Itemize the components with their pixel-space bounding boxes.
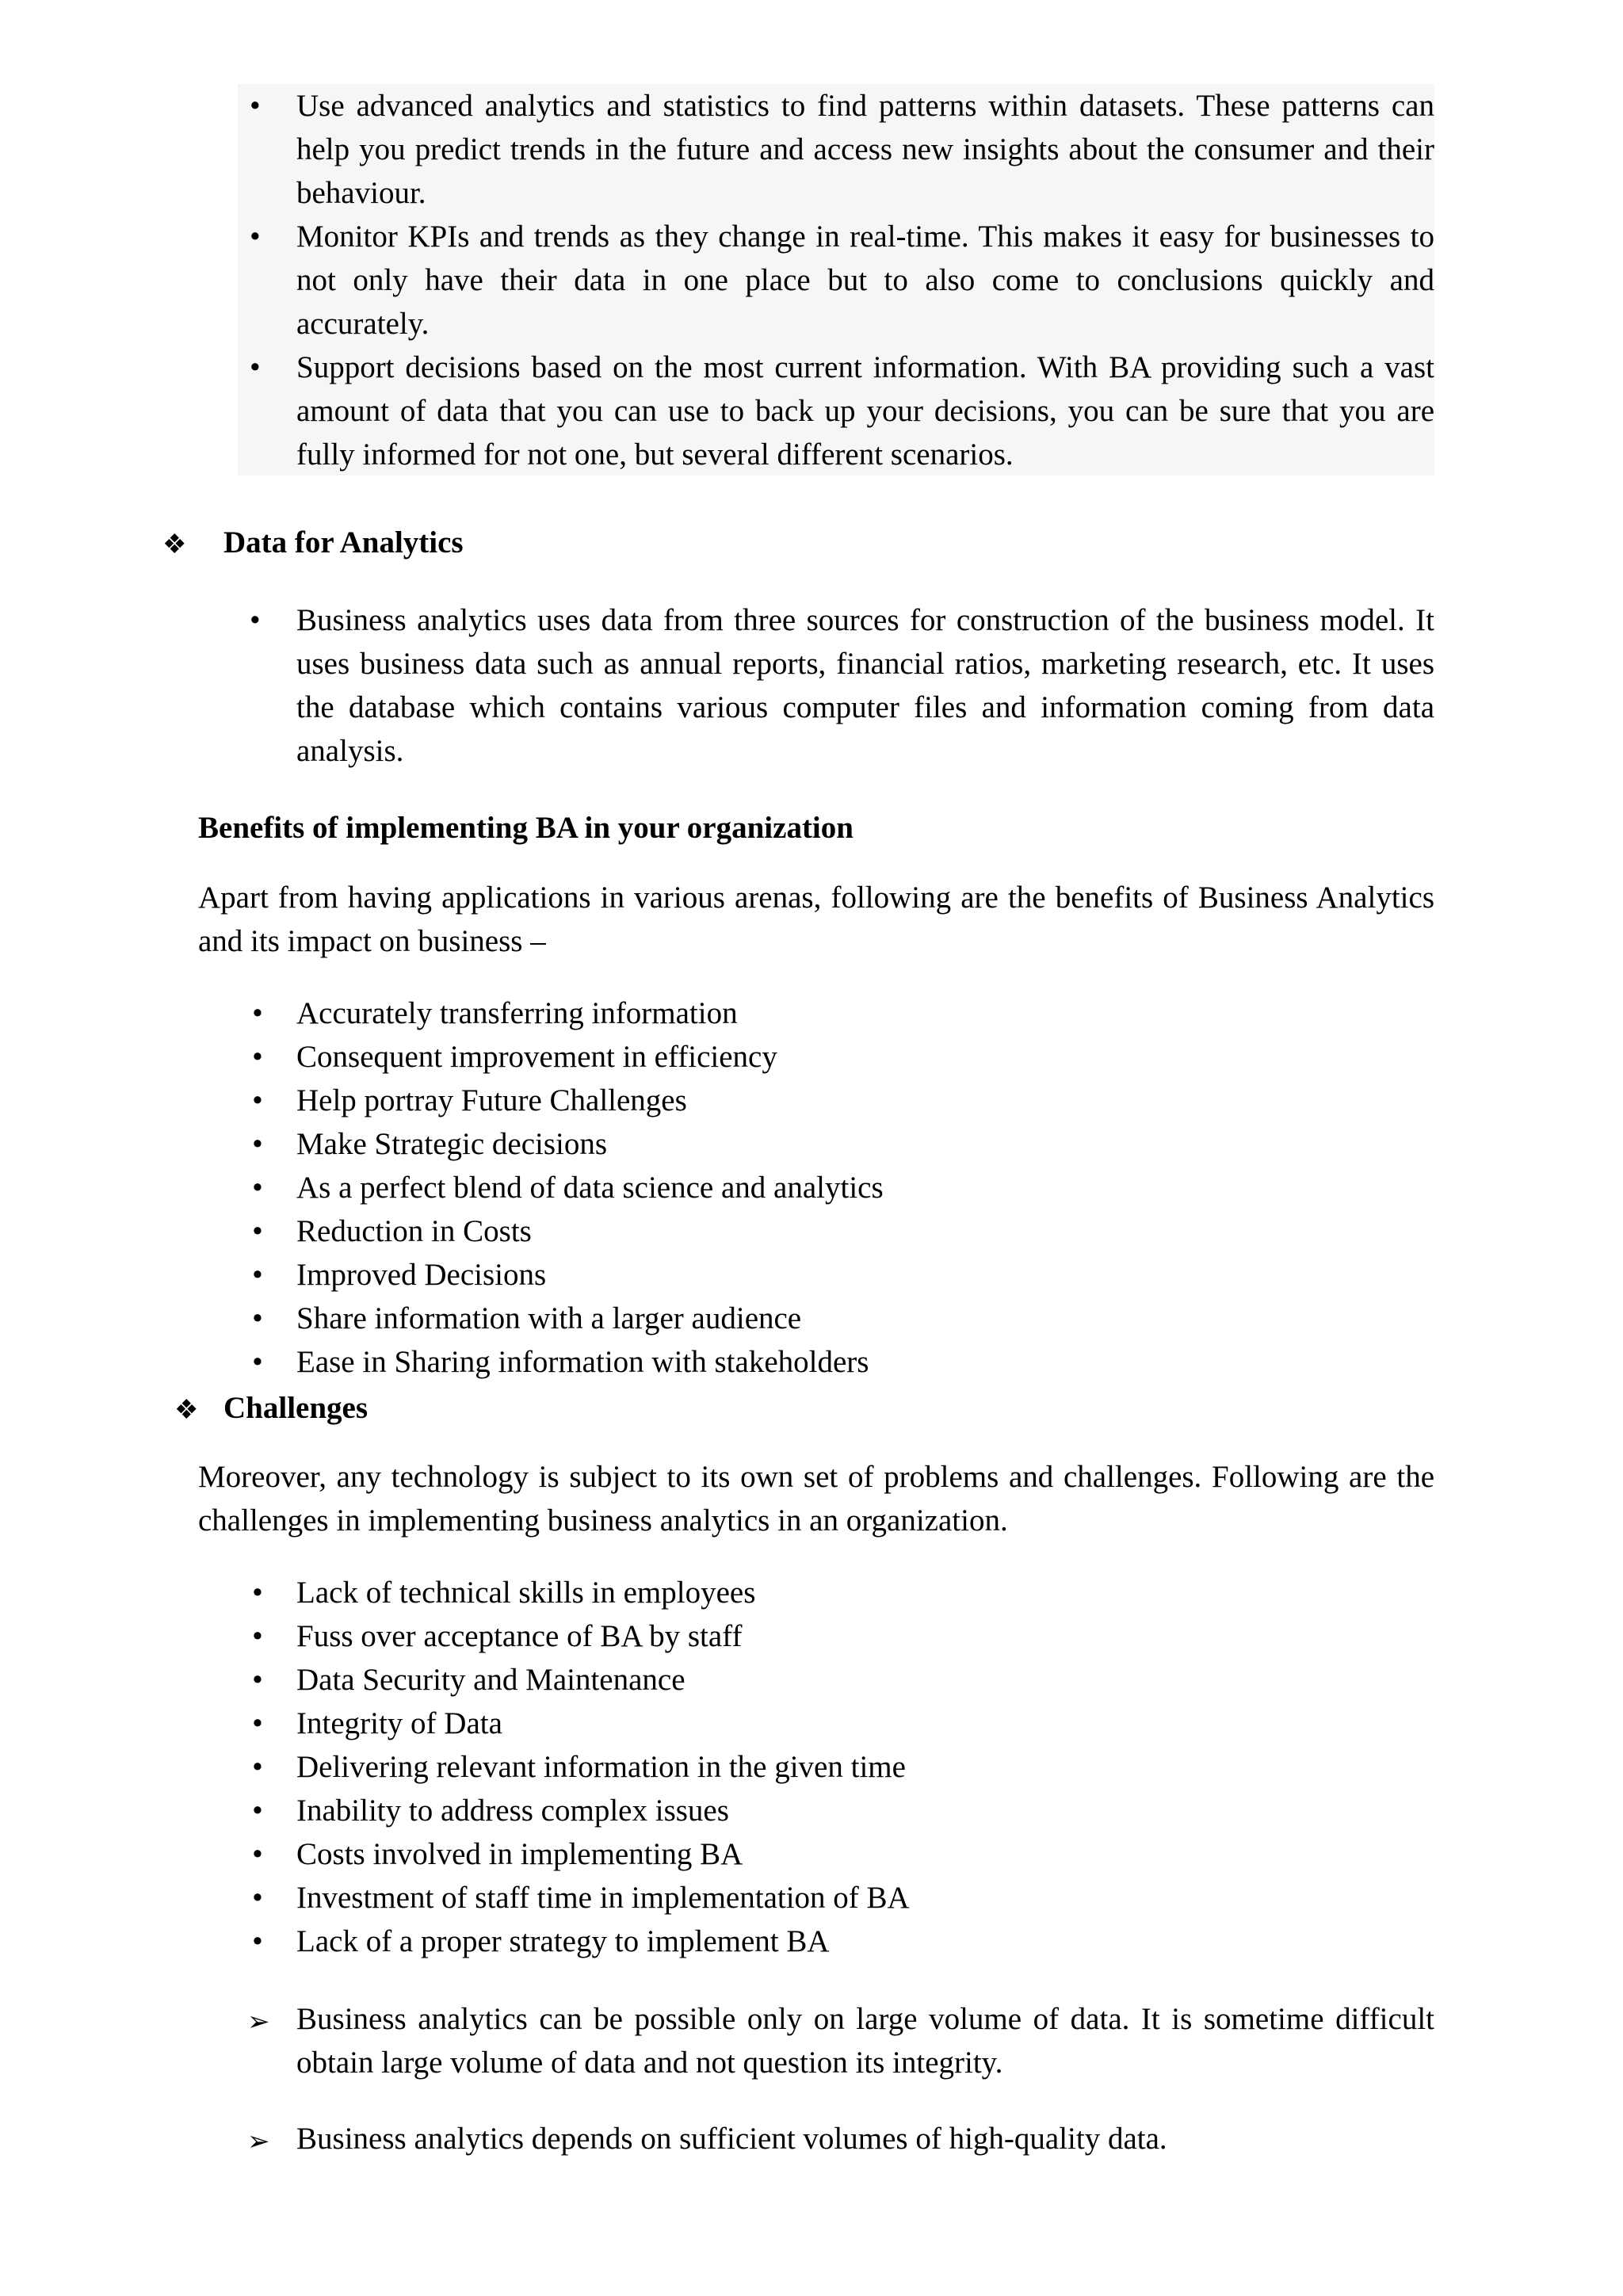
- list-item: • Use advanced analytics and statistics to find patterns within datasets. These patterns can help you predict trends in the future and access new insights about the consumer and their behaviour.: [198, 84, 1434, 215]
- data-for-analytics-heading: Data for Analytics: [223, 525, 464, 560]
- challenges-heading: Challenges: [223, 1391, 369, 1425]
- bullet-icon: [250, 1571, 265, 1614]
- list-item: • Ease in Sharing information with stakeholders: [198, 1340, 1434, 1384]
- bullet-icon: [250, 346, 265, 389]
- bullet-icon: [250, 1832, 265, 1876]
- top-bullet-list: [198, 84, 1434, 476]
- list-item: • Lack of technical skills in employees: [198, 1571, 1434, 1614]
- bullet-icon: [250, 1253, 265, 1297]
- list-item: • Reduction in Costs: [198, 1209, 1434, 1253]
- list-item: • Fuss over acceptance of BA by staff: [198, 1614, 1434, 1658]
- list-item: • Costs involved in implementing BA: [198, 1832, 1434, 1876]
- list-item: • Monitor KPIs and trends as they change in real-time. This makes it easy for businesses to not only have their data in one place but to also come to conclusions quickly and accurately.: [198, 215, 1434, 346]
- bullet-icon: [250, 1920, 265, 1963]
- benefits-heading: Benefits of implementing BA in your organization: [198, 811, 854, 845]
- list-item: • Investment of staff time in implementation of BA: [198, 1876, 1434, 1920]
- list-item: • Lack of a proper strategy to implement BA: [198, 1920, 1434, 1963]
- bullet-icon: [250, 1745, 265, 1789]
- list-item: • Share information with a larger audience: [198, 1297, 1434, 1340]
- arrow-point-1: Business analytics can be possible only on large volume of data. It is sometime difficult obtain large volume of data and not question its integrity.: [296, 2002, 1434, 2080]
- benefits-intro: Apart from having applications in various arenas, following are the benefits of Business Analytics and its impact on business –: [198, 881, 1434, 958]
- bullet-icon: [250, 215, 265, 258]
- list-item: • Improved Decisions: [198, 1253, 1434, 1297]
- bullet-icon: [250, 1209, 265, 1253]
- list-item: • Business analytics uses data from three sources for construction of the business model. It uses business data such as annual reports, financial ratios, marketing research, etc. It uses the database which contains various computer files and information coming from data analysis.: [198, 598, 1434, 773]
- bullet-icon: [250, 1166, 265, 1209]
- bullet-icon: [250, 1658, 265, 1702]
- arrow-point-2: Business analytics depends on sufficient volumes of high-quality data.: [296, 2122, 1167, 2156]
- arrow-bullet-icon: ➢: [247, 2126, 270, 2157]
- diamond-bullet-icon: ❖: [174, 1396, 199, 1425]
- bullet-icon: [250, 1079, 265, 1122]
- challenges-intro: Moreover, any technology is subject to its own set of problems and challenges. Following are the challenges in implementing business analytics in an organization.: [198, 1460, 1434, 1538]
- list-item: • Help portray Future Challenges: [198, 1079, 1434, 1122]
- list-item: • Integrity of Data: [198, 1702, 1434, 1745]
- bullet-icon: [250, 1035, 265, 1079]
- list-item: • Support decisions based on the most current information. With BA providing such a vast amount of data that you can use to back up your decisions, you can be sure that you are fully informed for not one, but several different scenarios.: [198, 346, 1434, 476]
- bullet-icon: [250, 1297, 265, 1340]
- bullet-icon: [250, 1702, 265, 1745]
- bullet-icon: [250, 1614, 265, 1658]
- list-item: • Consequent improvement in efficiency: [198, 1035, 1434, 1079]
- bullet-icon: [250, 1876, 265, 1920]
- list-item: • Inability to address complex issues: [198, 1789, 1434, 1832]
- list-item: • Accurately transferring information: [198, 991, 1434, 1035]
- bullet-icon: [250, 1340, 265, 1384]
- list-item: • Delivering relevant information in the given time: [198, 1745, 1434, 1789]
- bullet-icon: [250, 598, 265, 642]
- challenges-list: [198, 1571, 1434, 1963]
- diamond-bullet-icon: ❖: [162, 530, 187, 560]
- benefits-list: [198, 991, 1434, 1384]
- bullet-icon: [250, 1122, 265, 1166]
- arrow-bullet-icon: ➢: [247, 2006, 270, 2038]
- list-item: • Make Strategic decisions: [198, 1122, 1434, 1166]
- list-item: • As a perfect blend of data science and analytics: [198, 1166, 1434, 1209]
- bullet-icon: [250, 1789, 265, 1832]
- bullet-icon: [250, 991, 265, 1035]
- list-item: • Data Security and Maintenance: [198, 1658, 1434, 1702]
- bullet-icon: [250, 84, 265, 128]
- data-analytics-bullet-list: [198, 598, 1434, 773]
